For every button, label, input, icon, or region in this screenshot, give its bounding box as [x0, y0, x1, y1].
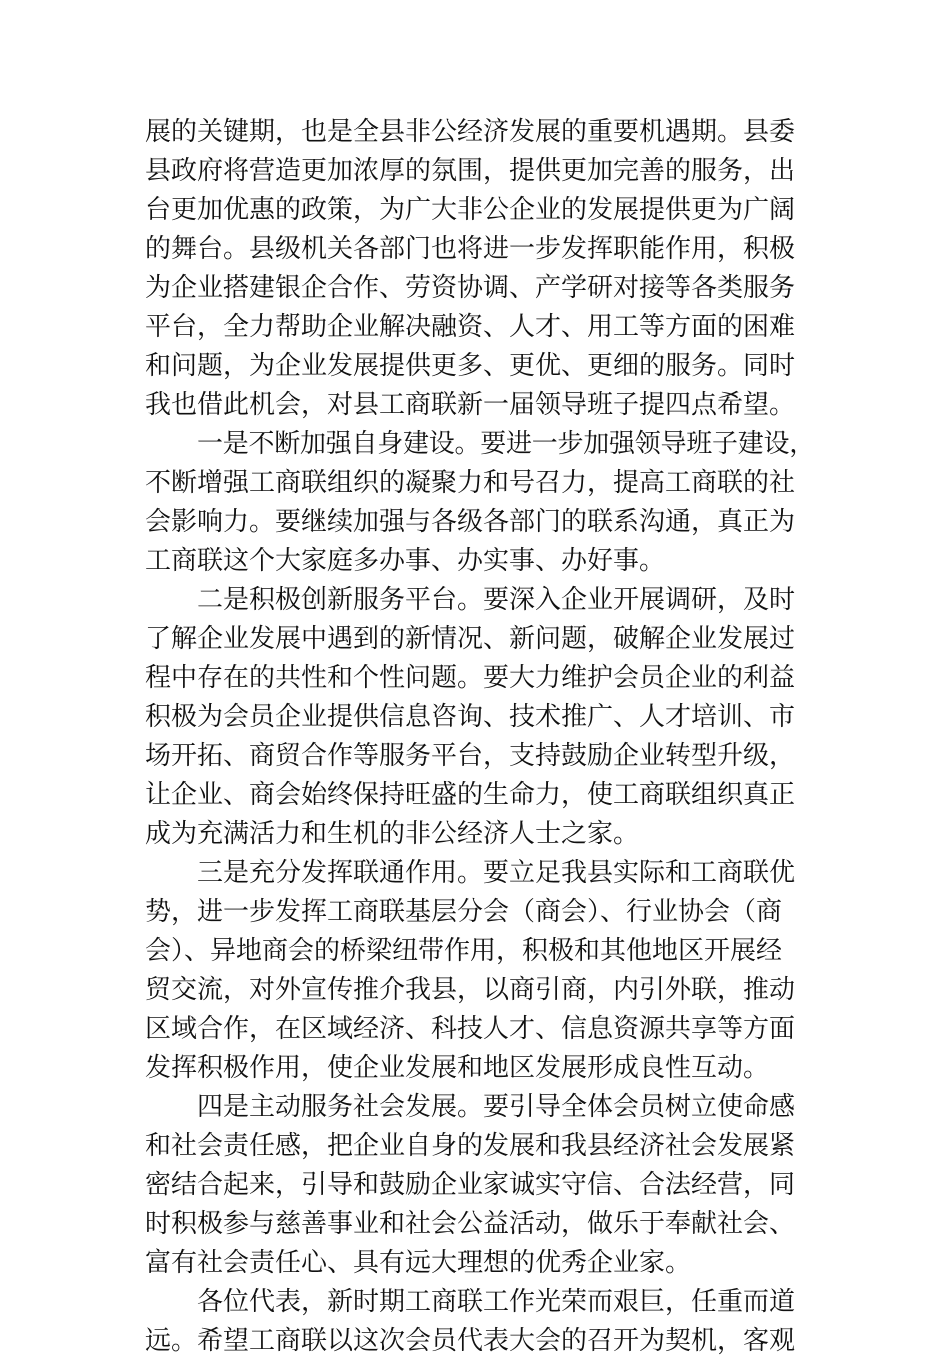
- text-line: 为企业搭建银企合作、劳资协调、产学研对接等各类服务: [145, 273, 796, 303]
- text-line: 区域合作，在区域经济、科技人才、信息资源共享等方面: [145, 1014, 796, 1044]
- text-line: 积极为会员企业提供信息咨询、技术推广、人才培训、市: [145, 702, 796, 732]
- text-line: 平台，全力帮助企业解决融资、人才、用工等方面的困难: [145, 312, 796, 342]
- text-line: 台更加优惠的政策，为广大非公企业的发展提供更为广阔: [145, 195, 796, 225]
- text-line: 时积极参与慈善事业和社会公益活动，做乐于奉献社会、: [145, 1209, 796, 1239]
- text-line: 我也借此机会，对县工商联新一届领导班子提四点希望。: [145, 390, 796, 420]
- text-line: 各位代表，新时期工商联工作光荣而艰巨，任重而道: [197, 1287, 796, 1317]
- text-line: 让企业、商会始终保持旺盛的生命力，使工商联组织真正: [145, 780, 796, 810]
- text-line: 和社会责任感，把企业自身的发展和我县经济社会发展紧: [145, 1131, 796, 1161]
- text-line: 贸交流，对外宣传推介我县，以商引商，内引外联，推动: [145, 975, 796, 1005]
- text-line: 程中存在的共性和个性问题。要大力维护会员企业的利益: [145, 663, 796, 693]
- text-line: 发挥积极作用，使企业发展和地区发展形成良性互动。: [145, 1053, 770, 1083]
- text-line: 和问题，为企业发展提供更多、更优、更细的服务。同时: [145, 351, 796, 381]
- text-line: 密结合起来，引导和鼓励企业家诚实守信、合法经营，同: [145, 1170, 796, 1200]
- text-line: 了解企业发展中遇到的新情况、新问题，破解企业发展过: [145, 624, 796, 654]
- text-line: 会）、异地商会的桥梁纽带作用，积极和其他地区开展经: [145, 936, 783, 966]
- text-line: 展的关键期，也是全县非公经济发展的重要机遇期。县委: [145, 117, 796, 147]
- text-line: 不断增强工商联组织的凝聚力和号召力，提高工商联的社: [145, 468, 796, 498]
- text-line: 富有社会责任心、具有远大理想的优秀企业家。: [145, 1248, 692, 1278]
- text-line: 场开拓、商贸合作等服务平台，支持鼓励企业转型升级，: [145, 741, 796, 771]
- text-line: 二是积极创新服务平台。要深入企业开展调研，及时: [197, 585, 796, 615]
- text-line: 一是不断加强自身建设。要进一步加强领导班子建设，: [197, 429, 816, 459]
- text-line: 远。希望工商联以这次会员代表大会的召开为契机，客观: [145, 1326, 796, 1356]
- text-line: 会影响力。要继续加强与各级各部门的联系沟通，真正为: [145, 507, 796, 537]
- text-line: 工商联这个大家庭多办事、办实事、办好事。: [145, 546, 666, 576]
- text-line: 势，进一步发挥工商联基层分会（商会）、行业协会（商: [145, 897, 783, 927]
- text-line: 县政府将营造更加浓厚的氛围，提供更加完善的服务，出: [145, 156, 796, 186]
- text-line: 四是主动服务社会发展。要引导全体会员树立使命感: [197, 1092, 796, 1122]
- text-line: 三是充分发挥联通作用。要立足我县实际和工商联优: [197, 858, 796, 888]
- text-line: 成为充满活力和生机的非公经济人士之家。: [145, 819, 640, 849]
- document-body: [145, 113, 815, 1361]
- text-line: 的舞台。县级机关各部门也将进一步发挥职能作用，积极: [145, 234, 796, 264]
